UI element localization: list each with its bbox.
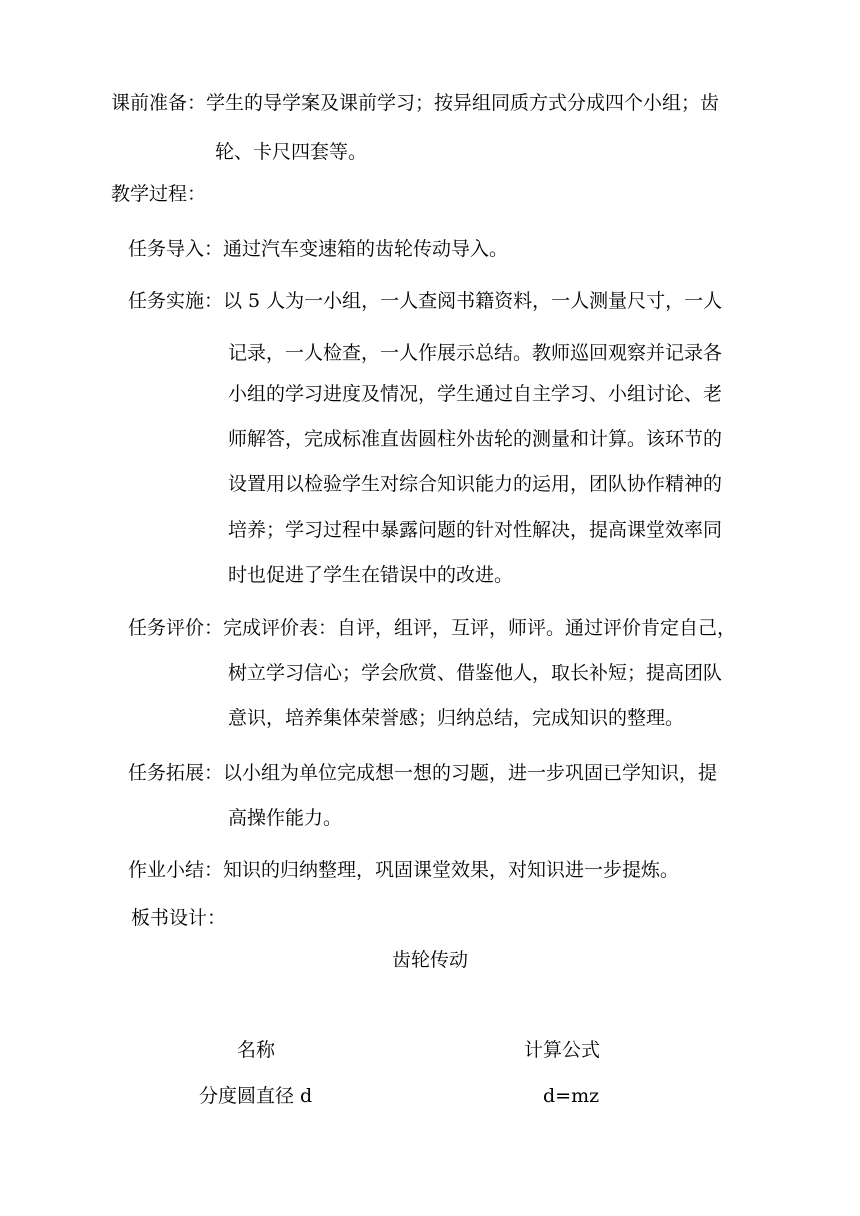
task-extension-line-2: 高操作能力。: [228, 807, 343, 829]
task-implementation-line-5: 设置用以检验学生对综合知识能力的运用，团队协作精神的: [228, 473, 723, 495]
prep-line-1: 课前准备：学生的导学案及课前学习；按异组同质方式分成四个小组；齿: [111, 92, 720, 114]
homework-summary: 作业小结：知识的归纳整理，巩固课堂效果，对知识进一步提炼。: [128, 859, 680, 881]
board-design-heading: 板书设计：: [131, 907, 227, 929]
table-cell-formula: d=mz: [543, 1085, 600, 1107]
board-title: 齿轮传动: [391, 949, 468, 971]
task-implementation-line-1: 任务实施：以 5 人为一小组，一人查阅书籍资料，一人测量尺寸，一人: [128, 290, 723, 312]
task-implementation-line-4: 师解答，完成标准直齿圆柱外齿轮的测量和计算。该环节的: [228, 428, 723, 450]
table-header-formula: 计算公式: [524, 1039, 601, 1061]
task-implementation-line-7: 时也促进了学生在错误中的改进。: [228, 564, 514, 586]
task-evaluation-line-1: 任务评价：完成评价表：自评，组评，互评，师评。通过评价肯定自己，: [128, 617, 737, 639]
task-evaluation-line-2: 树立学习信心；学会欣赏、借鉴他人，取长补短；提高团队: [228, 662, 723, 684]
task-evaluation-line-3: 意识，培养集体荣誉感；归纳总结，完成知识的整理。: [228, 707, 685, 729]
process-heading: 教学过程：: [111, 183, 207, 205]
task-implementation-line-2: 记录，一人检查，一人作展示总结。教师巡回观察并记录各: [228, 342, 723, 364]
task-intro: 任务导入：通过汽车变速箱的齿轮传动导入。: [128, 238, 509, 260]
task-implementation-line-6: 培养；学习过程中暴露问题的针对性解决，提高课堂效率同: [228, 519, 723, 541]
prep-line-2: 轮、卡尺四套等。: [215, 141, 368, 163]
table-header-name: 名称: [237, 1039, 276, 1061]
task-extension-line-1: 任务拓展：以小组为单位完成想一想的习题，进一步巩固已学知识，提: [128, 762, 718, 784]
table-cell-name: 分度圆直径 d: [199, 1085, 313, 1107]
task-implementation-line-3: 小组的学习进度及情况，学生通过自主学习、小组讨论、老: [228, 383, 723, 405]
